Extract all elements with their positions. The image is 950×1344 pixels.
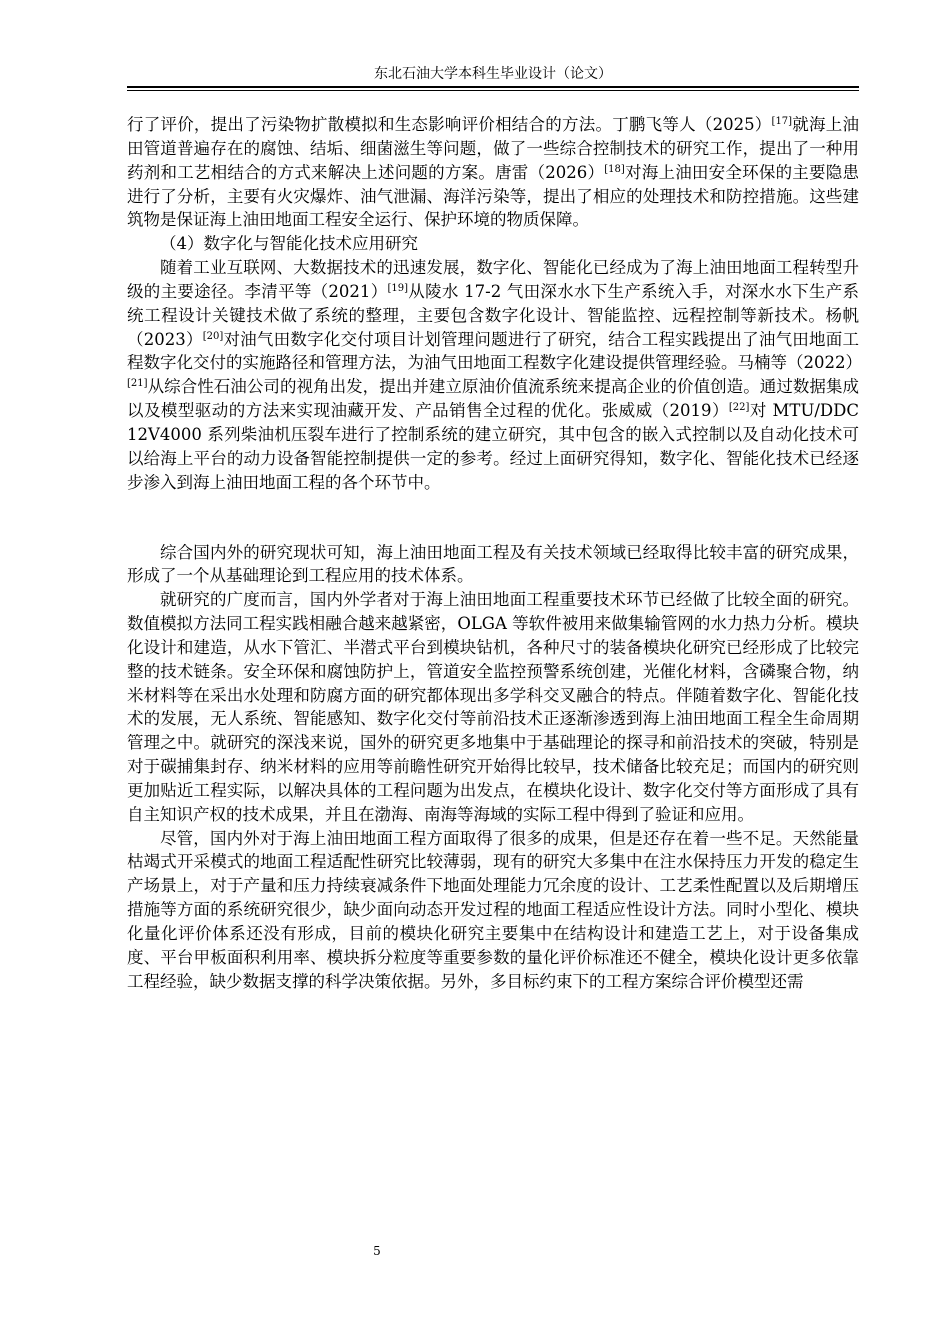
page-number: 5: [373, 1244, 381, 1258]
paragraph-summary: 综合国内外的研究现状可知，海上油田地面工程及有关技术领域已经取得比较丰富的研究成果，形成了一个从基础理论到工程应用的技术体系。: [127, 542, 859, 586]
document-body: [127, 113, 862, 994]
citation: [20]: [202, 330, 224, 342]
page-header: 东北石油大学本科生毕业设计（论文）: [374, 66, 612, 82]
citation: [17]: [771, 116, 793, 127]
citation: [22]: [728, 402, 750, 414]
header-rule-thick: [127, 86, 859, 88]
paragraph-shortcomings: 尽管，国内外对于海上油田地面工程方面取得了很多的成果，但是还存在着一些不足。天然能量枯竭式开采模式的地面工程适配性研究比较薄弱，现有的研究大多集中在注水保持压力开发的稳定生产场景上，对于产量和压力持续衰减条件下地面处理能力冗余度的设计、工艺柔性配置以及后期增压措施等方面的系统研究很少，缺少面向动态开发过程的地面工程适应性设计方法。同时小型化、模块化量化评价体系还没有形成，目前的模块化研究主要集中在结构设计和建造工艺上，对于设备集成度、平台甲板面积利用率、模块拆分粒度等重要参数的量化评价标准还不健全，模块化设计更多依靠工程经验，缺少数据支撑的科学决策依据。另外，多目标约束下的工程方案综合评价模型还需: [127, 828, 859, 991]
paragraph-breadth: 就研究的广度而言，国内外学者对于海上油田地面工程重要技术环节已经做了比较全面的研究。数值模拟方法同工程实践相融合越来越紧密，OLGA 等软件被用来做集输管网的水力热力分析。模块化设计和建造，从水下管汇、半潜式平台到模块钻机，各种尺寸的装备模块化研究已经形成了比较完整的技术链条。安全环保和腐蚀防护上，管道安全监控预警系统创建，光催化材料，含磷聚合物，纳米材料等在采出水处理和防腐方面的研究都体现出多学科交叉融合的特点。伴随着数字化、智能化技术的发展，无人系统、智能感知、数字化交付等前沿技术正逐渐渗透到海上油田地面工程全生命周期管理之中。就研究的深浅来说，国外的研究更多地集中于基础理论的探寻和前沿技术的突破，特别是对于碳捕集封存、纳米材料的应用等前瞻性研究开始得比较早，技术储备比较充足；而国内的研究则更加贴近工程实际，以解决具体的工程问题为出发点，在模块化设计、数字化交付等方面形成了具有自主知识产权的技术成果，并且在渤海、南海等海域的实际工程中得到了验证和应用。: [127, 590, 859, 824]
paragraph-continued: 行了评价，提出了污染物扩散模拟和生态影响评价相结合的方法。丁鹏飞等人（2025）[17]就海上油田管道普遍存在的腐蚀、结垢、细菌滋生等问题，做了一些综合控制技术的研究工作，提出了一种用药剂和工艺相结合的方式来解决上述问题的方案。唐雷（2026）[18]对海上油田安全环保的主要隐患进行了分析，主要有火灾爆炸、油气泄漏、海洋污染等，提出了相应的处理技术和防控措施。这些建筑物是保证海上油田地面工程安全运行、保护环境的物质保障。: [127, 115, 860, 230]
paragraph-digitalization: 随着工业互联网、大数据技术的迅速发展，数字化、智能化已经成为了海上油田地面工程转型升级的主要途径。李清平等（2021）[19]从陵水 17-2 气田深水水下生产系统入手，对深水水下生产系统工程设计关键技术做了系统的整理，主要包含数字化设计、智能监控、远程控制等新技术。杨帆（2023）[20]对油气田数字化交付项目计划管理问题进行了研究，结合工程实践提出了油气田地面工程数字化交付的实施路径和管理方法，为油气田地面工程数字化建设提供管理经验。马楠等（2022）[21]从综合性石油公司的视角出发，提出并建立原油价值流系统来提高企业的价值创造。通过数据集成以及模型驱动的方法来实现油藏开发、产品销售全过程的优化。张威威（2019）[22]对 MTU/DDC 12V4000 系列柴油机压裂车进行了控制系统的建立研究，其中包含的嵌入式控制以及自动化技术可以给海上平台的动力设备智能控制提供一定的参考。经过上面研究得知，数字化、智能化技术已经逐步渗入到海上油田地面工程的各个环节中。: [127, 258, 862, 492]
section-heading: [127, 511, 859, 537]
subsection-label: （4）数字化与智能化技术应用研究: [160, 234, 418, 254]
header-rule-thin: [127, 90, 859, 91]
citation: [18]: [604, 163, 625, 175]
citation: [21]: [127, 378, 148, 390]
citation: [19]: [387, 282, 409, 294]
